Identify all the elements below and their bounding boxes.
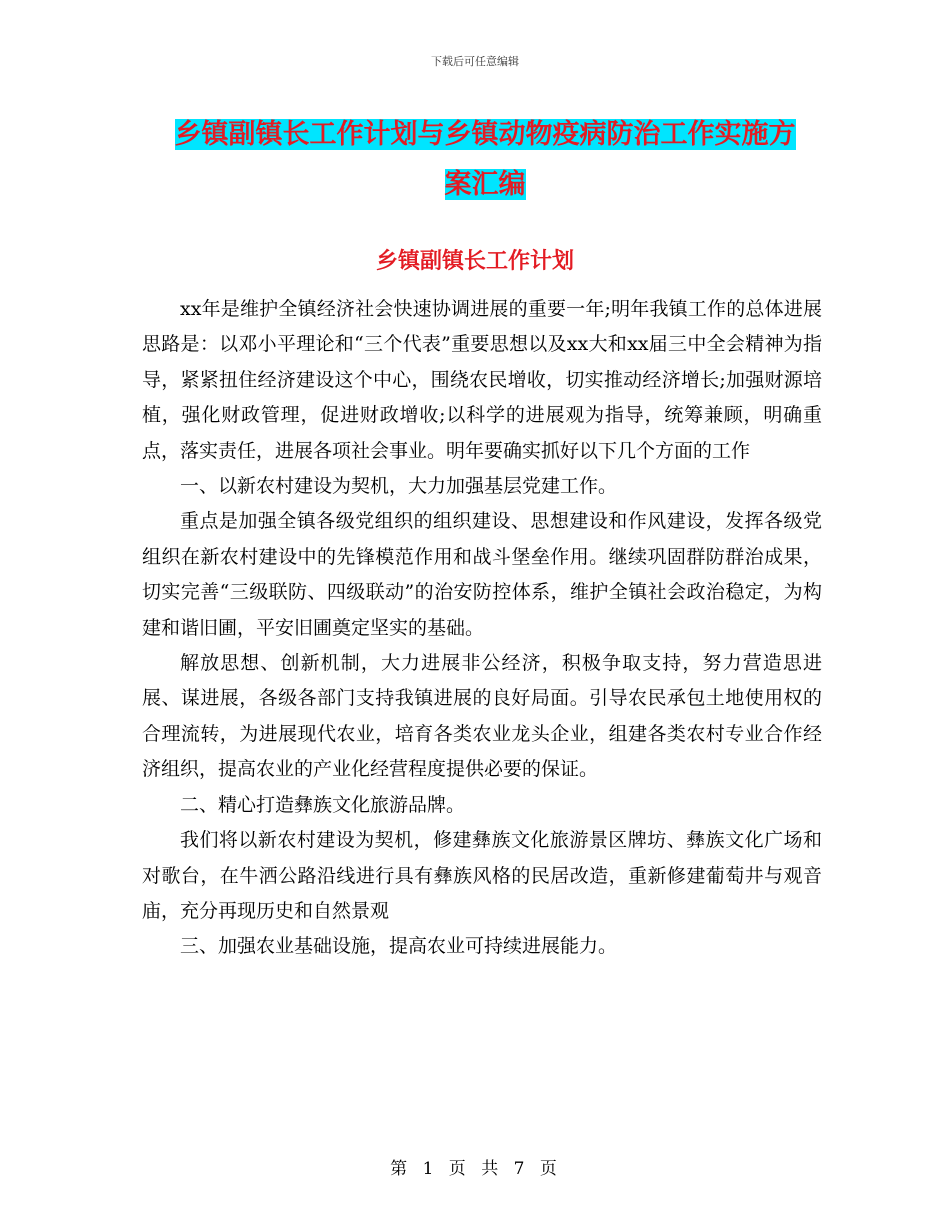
page-number-footer: 第 1 页 共 7 页 (390, 1159, 560, 1179)
page-header-note: 下载后可任意编辑 (431, 55, 519, 68)
section-title: 乡镇副镇长工作计划 (375, 249, 574, 274)
paragraph: 重点是加强全镇各级党组织的组织建设、思想建设和作风建设，发挥各级党组织在新农村建设中的先锋模范作用和战斗堡垒作用。继续巩固群防群治成果，切实完善“三级联防、四级联动”的治安防控体系，维护全镇社会政治稳定，为构建和谐旧圃，平安旧圃奠定坚实的基础。 (142, 510, 822, 639)
paragraph: xx年是维护全镇经济社会快速协调进展的重要一年;明年我镇工作的总体进展思路是：以邓小平理论和“三个代表”重要思想以及xx大和xx届三中全会精神为指导，紧紧扭住经济建设这个中心，围绕农民增收，切实推动经济增长;加强财源培植，强化财政管理，促进财政增收;以科学的进展观为指导，统筹兼顾，明确重点，落实责任，进展各项社会事业。明年要确实抓好以下几个方面的工作 (142, 298, 822, 462)
paragraph: 一、以新农村建设为契机，大力加强基层党建工作。 (180, 475, 618, 498)
paragraph: 三、加强农业基础设施，提高农业可持续进展能力。 (180, 935, 618, 958)
document-title (140, 110, 830, 210)
document-title-line-1: 乡镇副镇长工作计划与乡镇动物疫病防治工作实施方 (174, 119, 796, 150)
paragraph: 我们将以新农村建设为契机，修建彝族文化旅游景区牌坊、彝族文化广场和对歌台，在牛洒公路沿线进行具有彝族风格的民居改造，重新修建葡萄井与观音庙，充分再现历史和自然景观 (142, 829, 822, 922)
paragraph: 解放思想、创新机制，大力进展非公经济，积极争取支持，努力营造思进展、谋进展，各级各部门支持我镇进展的良好局面。引导农民承包土地使用权的合理流转，为进展现代农业，培育各类农业龙头企业，组建各类农村专业合作经济组织，提高农业的产业化经营程度提供必要的保证。 (142, 652, 822, 781)
document-body (142, 292, 822, 965)
paragraph: 二、精心打造彝族文化旅游品牌。 (180, 793, 466, 816)
document-title-line-2: 案汇编 (444, 169, 526, 200)
